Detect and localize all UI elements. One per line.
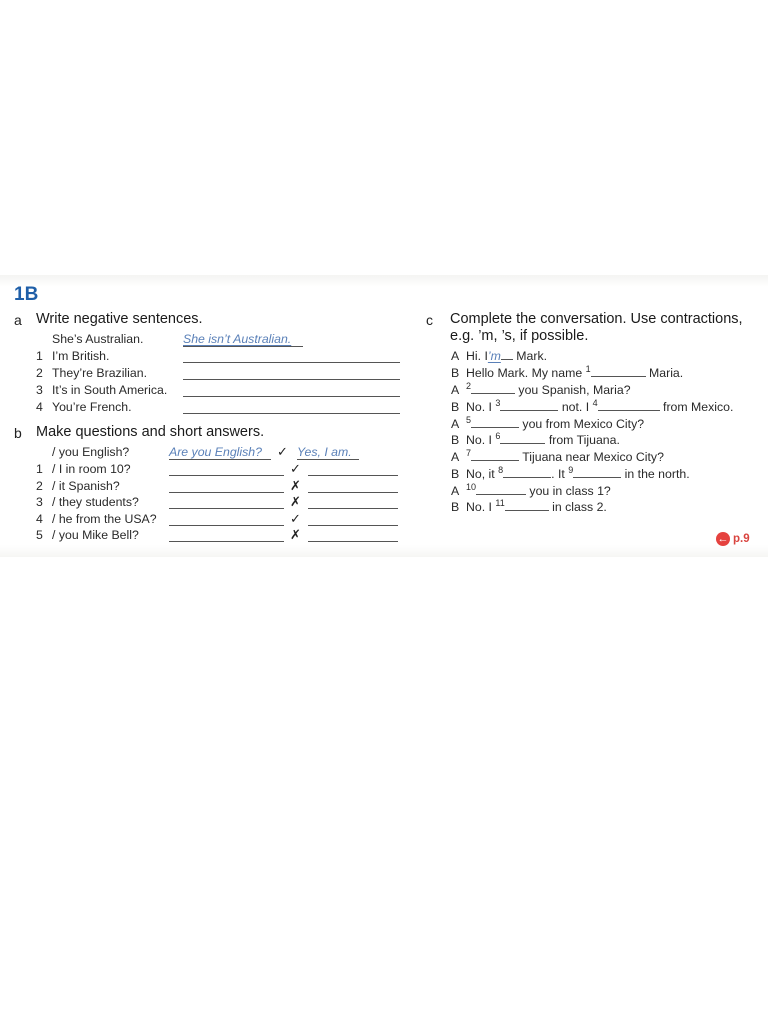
- gap-number: 9: [568, 464, 574, 475]
- section-a-item-2-num: 2: [36, 366, 43, 380]
- gap-number: 7: [466, 447, 472, 458]
- cross-icon: ✗: [290, 478, 301, 493]
- conversation-text: Hello Mark. My name: [466, 366, 586, 380]
- unit-label: 1B: [14, 284, 39, 305]
- answer-blank[interactable]: [598, 400, 660, 411]
- conversation-text: not. I: [558, 400, 593, 414]
- conversation-text: in the north.: [621, 467, 690, 481]
- section-b-item-4-prompt: / he from the USA?: [52, 512, 157, 526]
- speaker-label: A: [451, 349, 460, 363]
- conversation-line: [451, 397, 734, 414]
- conversation-line: [451, 380, 631, 397]
- section-b-letter: b: [14, 425, 22, 441]
- section-a-example-prompt: She’s Australian.: [52, 332, 144, 346]
- speaker-label: B: [451, 366, 460, 380]
- answer-line[interactable]: [183, 379, 400, 380]
- answer-blank[interactable]: [500, 400, 558, 411]
- conversation-line: [451, 464, 690, 481]
- question-line[interactable]: [169, 525, 284, 526]
- section-c-instruction-line2: e.g. ’m, ’s, if possible.: [450, 328, 589, 344]
- answer-blank[interactable]: [471, 417, 519, 428]
- speaker-label: A: [451, 417, 460, 431]
- answer-blank[interactable]: [503, 467, 551, 478]
- section-a-item-1-prompt: I’m British.: [52, 349, 110, 363]
- section-a-letter: a: [14, 312, 22, 328]
- gap-number: 10: [466, 481, 477, 492]
- page-reference[interactable]: [716, 532, 750, 546]
- gap-number: 2: [466, 380, 472, 391]
- conversation-text: you Spanish, Maria?: [515, 383, 631, 397]
- answer-blank[interactable]: [573, 467, 621, 478]
- gap-number: 4: [592, 397, 598, 408]
- section-b-item-3-num: 3: [36, 495, 43, 509]
- example-answer: ’m: [487, 349, 501, 363]
- conversation-line: [451, 349, 547, 363]
- section-a-instruction: Write negative sentences.: [36, 311, 203, 327]
- answer-line[interactable]: [183, 362, 400, 363]
- short-answer-line[interactable]: [308, 475, 398, 476]
- tick-icon: ✓: [290, 461, 301, 476]
- gap-number: 5: [466, 414, 472, 425]
- conversation-text: Tijuana near Mexico City?: [519, 450, 664, 464]
- answer-blank: [501, 349, 513, 360]
- cross-icon: ✗: [290, 527, 301, 542]
- section-b-item-1-num: 1: [36, 462, 43, 476]
- conversation-text: . It: [551, 467, 569, 481]
- gap-number: 1: [585, 363, 591, 374]
- section-a-item-3-num: 3: [36, 383, 43, 397]
- section-b-item-1-prompt: / I in room 10?: [52, 462, 131, 476]
- page-reference-label: p.9: [733, 533, 750, 545]
- section-c-letter: c: [426, 312, 433, 328]
- answer-line[interactable]: [183, 413, 400, 414]
- section-a-item-3-prompt: It’s in South America.: [52, 383, 168, 397]
- tick-icon: ✓: [277, 444, 288, 459]
- short-answer-line[interactable]: [308, 525, 398, 526]
- conversation-line: [451, 430, 620, 447]
- answer-blank[interactable]: [471, 450, 519, 461]
- section-b-item-5-num: 5: [36, 528, 43, 542]
- section-b-example-prompt: / you English?: [52, 445, 130, 459]
- section-a-item-4-num: 4: [36, 400, 43, 414]
- section-a-example-answer: She isn’t Australian.: [183, 332, 292, 346]
- short-answer-line[interactable]: [308, 541, 398, 542]
- answer-line[interactable]: [183, 396, 400, 397]
- conversation-text: in class 2.: [548, 500, 607, 514]
- answer-line: [297, 459, 359, 460]
- conversation-text: No, it: [466, 467, 499, 481]
- short-answer-line[interactable]: [308, 492, 398, 493]
- answer-line: [169, 459, 271, 460]
- speaker-label: B: [451, 500, 460, 514]
- tick-icon: ✓: [290, 511, 301, 526]
- answer-blank[interactable]: [591, 366, 646, 377]
- answer-line: [183, 346, 303, 347]
- section-a-item-4-prompt: You’re French.: [52, 400, 132, 414]
- question-line[interactable]: [169, 492, 284, 493]
- arrow-left-icon: ←: [717, 533, 729, 545]
- conversation-text: No. I: [466, 433, 496, 447]
- conversation-line: [451, 497, 607, 514]
- conversation-text: No. I: [466, 400, 496, 414]
- conversation-text: No. I: [466, 500, 496, 514]
- conversation-text: Maria.: [645, 366, 684, 380]
- section-a-item-2-prompt: They’re Brazilian.: [52, 366, 147, 380]
- section-b-example-short-answer: Yes, I am.: [297, 445, 352, 459]
- conversation-line: [451, 447, 664, 464]
- gap-number: 11: [495, 497, 505, 508]
- section-b-item-3-prompt: / they students?: [52, 495, 139, 509]
- section-b-instruction: Make questions and short answers.: [36, 424, 265, 440]
- speaker-label: A: [451, 450, 460, 464]
- gap-number: 3: [495, 397, 501, 408]
- conversation-text: you from Mexico City?: [519, 417, 645, 431]
- short-answer-line[interactable]: [308, 508, 398, 509]
- conversation-text: from Mexico.: [659, 400, 734, 414]
- answer-blank[interactable]: [505, 500, 549, 511]
- section-c-instruction-line1: Complete the conversation. Use contractions,: [450, 311, 743, 327]
- answer-blank[interactable]: [476, 484, 526, 495]
- conversation-text: Mark.: [512, 349, 548, 363]
- speaker-label: A: [451, 383, 460, 397]
- speaker-label: A: [451, 484, 460, 498]
- conversation-line: [451, 481, 611, 498]
- answer-blank[interactable]: [471, 383, 515, 394]
- question-line[interactable]: [169, 475, 284, 476]
- section-b-item-4-num: 4: [36, 512, 43, 526]
- question-line[interactable]: [169, 508, 284, 509]
- speaker-label: B: [451, 467, 460, 481]
- conversation-line: [451, 414, 645, 431]
- section-b-item-2-num: 2: [36, 479, 43, 493]
- section-b-item-5-prompt: / you Mike Bell?: [52, 528, 139, 542]
- conversation-text: from Tijuana.: [545, 433, 620, 447]
- question-line[interactable]: [169, 541, 284, 542]
- answer-blank[interactable]: [500, 433, 545, 444]
- section-a-item-1-num: 1: [36, 349, 43, 363]
- conversation-text: you in class 1?: [526, 484, 611, 498]
- speaker-label: B: [451, 433, 460, 447]
- section-b-example-question: Are you English?: [169, 445, 262, 459]
- cross-icon: ✗: [290, 494, 301, 509]
- conversation-line: [451, 363, 684, 380]
- gap-number: 6: [495, 430, 501, 441]
- speaker-label: B: [451, 400, 460, 414]
- section-b-item-2-prompt: / it Spanish?: [52, 479, 120, 493]
- gap-number: 8: [498, 464, 504, 475]
- conversation-text: Hi. I: [466, 349, 488, 363]
